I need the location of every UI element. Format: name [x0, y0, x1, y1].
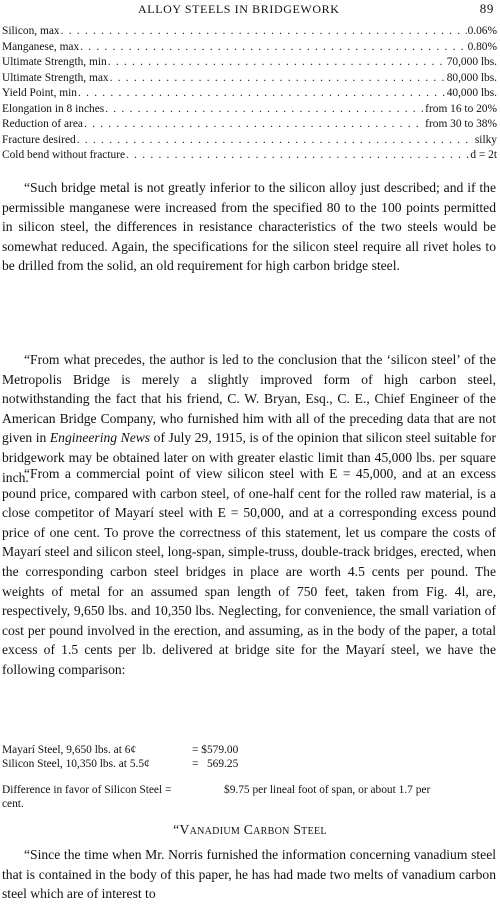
spec-row: Silicon, max . . . 0.06% [2, 24, 497, 40]
difference-line: Difference in favor of Silicon Steel = $9.75 per lineal foot of span, or about 1.7 per [2, 784, 431, 796]
spec-row: Ultimate Strength, max . . . 80,000 lbs. [2, 71, 497, 87]
section-heading: “Vanadium Carbon Steel [173, 822, 327, 837]
spec-row: Reduction of area . . . from 30 to 38% [2, 117, 497, 133]
cost-comparison [2, 743, 496, 811]
specification-table [2, 24, 497, 164]
spec-row: Fracture desired . . . silky [2, 133, 497, 149]
journal-title: Engineering News [49, 430, 151, 446]
paragraph-conclusion: “From what precedes, the author is led to the conclusion that the ‘silicon steel’ of the Metropolis Bridge is merely a slightly improved form of high carbon steel, notwithstanding the fact that his friend, C. W. Bryan, Esq., C. E., Chief Engineer of the American Bridge Company, who furnished him with all of the preceding data that are not given in Engineering News of July 29, 1915, is of the opinion that silicon steel suitable for bridgework may be obtained later on with greater elastic limit than 45,000 lbs. per square inch. [2, 352, 497, 485]
running-title: ALLOY STEELS IN BRIDGEWORK [138, 2, 340, 16]
spec-row: Yield Point, min . . . 40,000 lbs. [2, 86, 497, 102]
page-number: 89 [479, 1, 494, 16]
spec-row: Ultimate Strength, min . . . 70,000 lbs. [2, 55, 497, 71]
comparison-row: Silicon Steel, 10,350 lbs. at 5.5¢ = 569.25 [2, 758, 239, 770]
spec-row: Manganese, max . . . 0.80% [2, 40, 497, 56]
running-head [0, 2, 500, 20]
spec-row: Cold bend without fracture . . . d = 2t [2, 148, 497, 164]
paragraph-commercial: “From a commercial point of view silicon steel with E = 45,000, and at an excess pound price, compared with carbon steel, of one-half cent for the rolled raw material, is a close competitor of Mayarí steel with E = 50,000, and at a corresponding excess pound price of one cent. To prove the correctness of this statement, let us compare the costs of Mayarí steel and silicon steel, long-span, simple-truss, double-track bridges, erected, when the corresponding carbon steel bridges in place are worth 4.5 cents per pound. The weights of metal for an assumed span length of 750 feet, taken from Fig. 4l, are, respectively, 9,650 lbs. and 10,350 lbs. Neglecting, for convenience, the small variation of cost per pound involved in the erection, and assuming, as in the body of the paper, a total excess of 1.5 cents per lb. delivered at bridge site for the Mayarí steel, we have the following comparison: [2, 466, 496, 677]
paragraph-bridge-metal: “Such bridge metal is not greatly inferior to the silicon alloy just described; and if the permissible manganese were increased from the specified 80 to the 100 points permitted in silicon steel, the differences in resistance characteristics of the two steels would be somewhat reduced. Again, the specifications for the silicon steel require all rivet holes to be drilled from the solid, an old requirement for high carbon bridge steel. [2, 180, 496, 274]
comparison-row: Mayarí Steel, 9,650 lbs. at 6¢ = $579.00 [2, 744, 239, 756]
spec-row: Elongation in 8 inches . . . from 16 to 20% [2, 102, 497, 118]
paragraph-vanadium: “Since the time when Mr. Norris furnished the information concerning vanadium steel that is contained in the body of this paper, he has had made two melts of vanadium carbon steel which are of interest to [2, 847, 496, 902]
difference-continuation: cent. [2, 798, 24, 810]
